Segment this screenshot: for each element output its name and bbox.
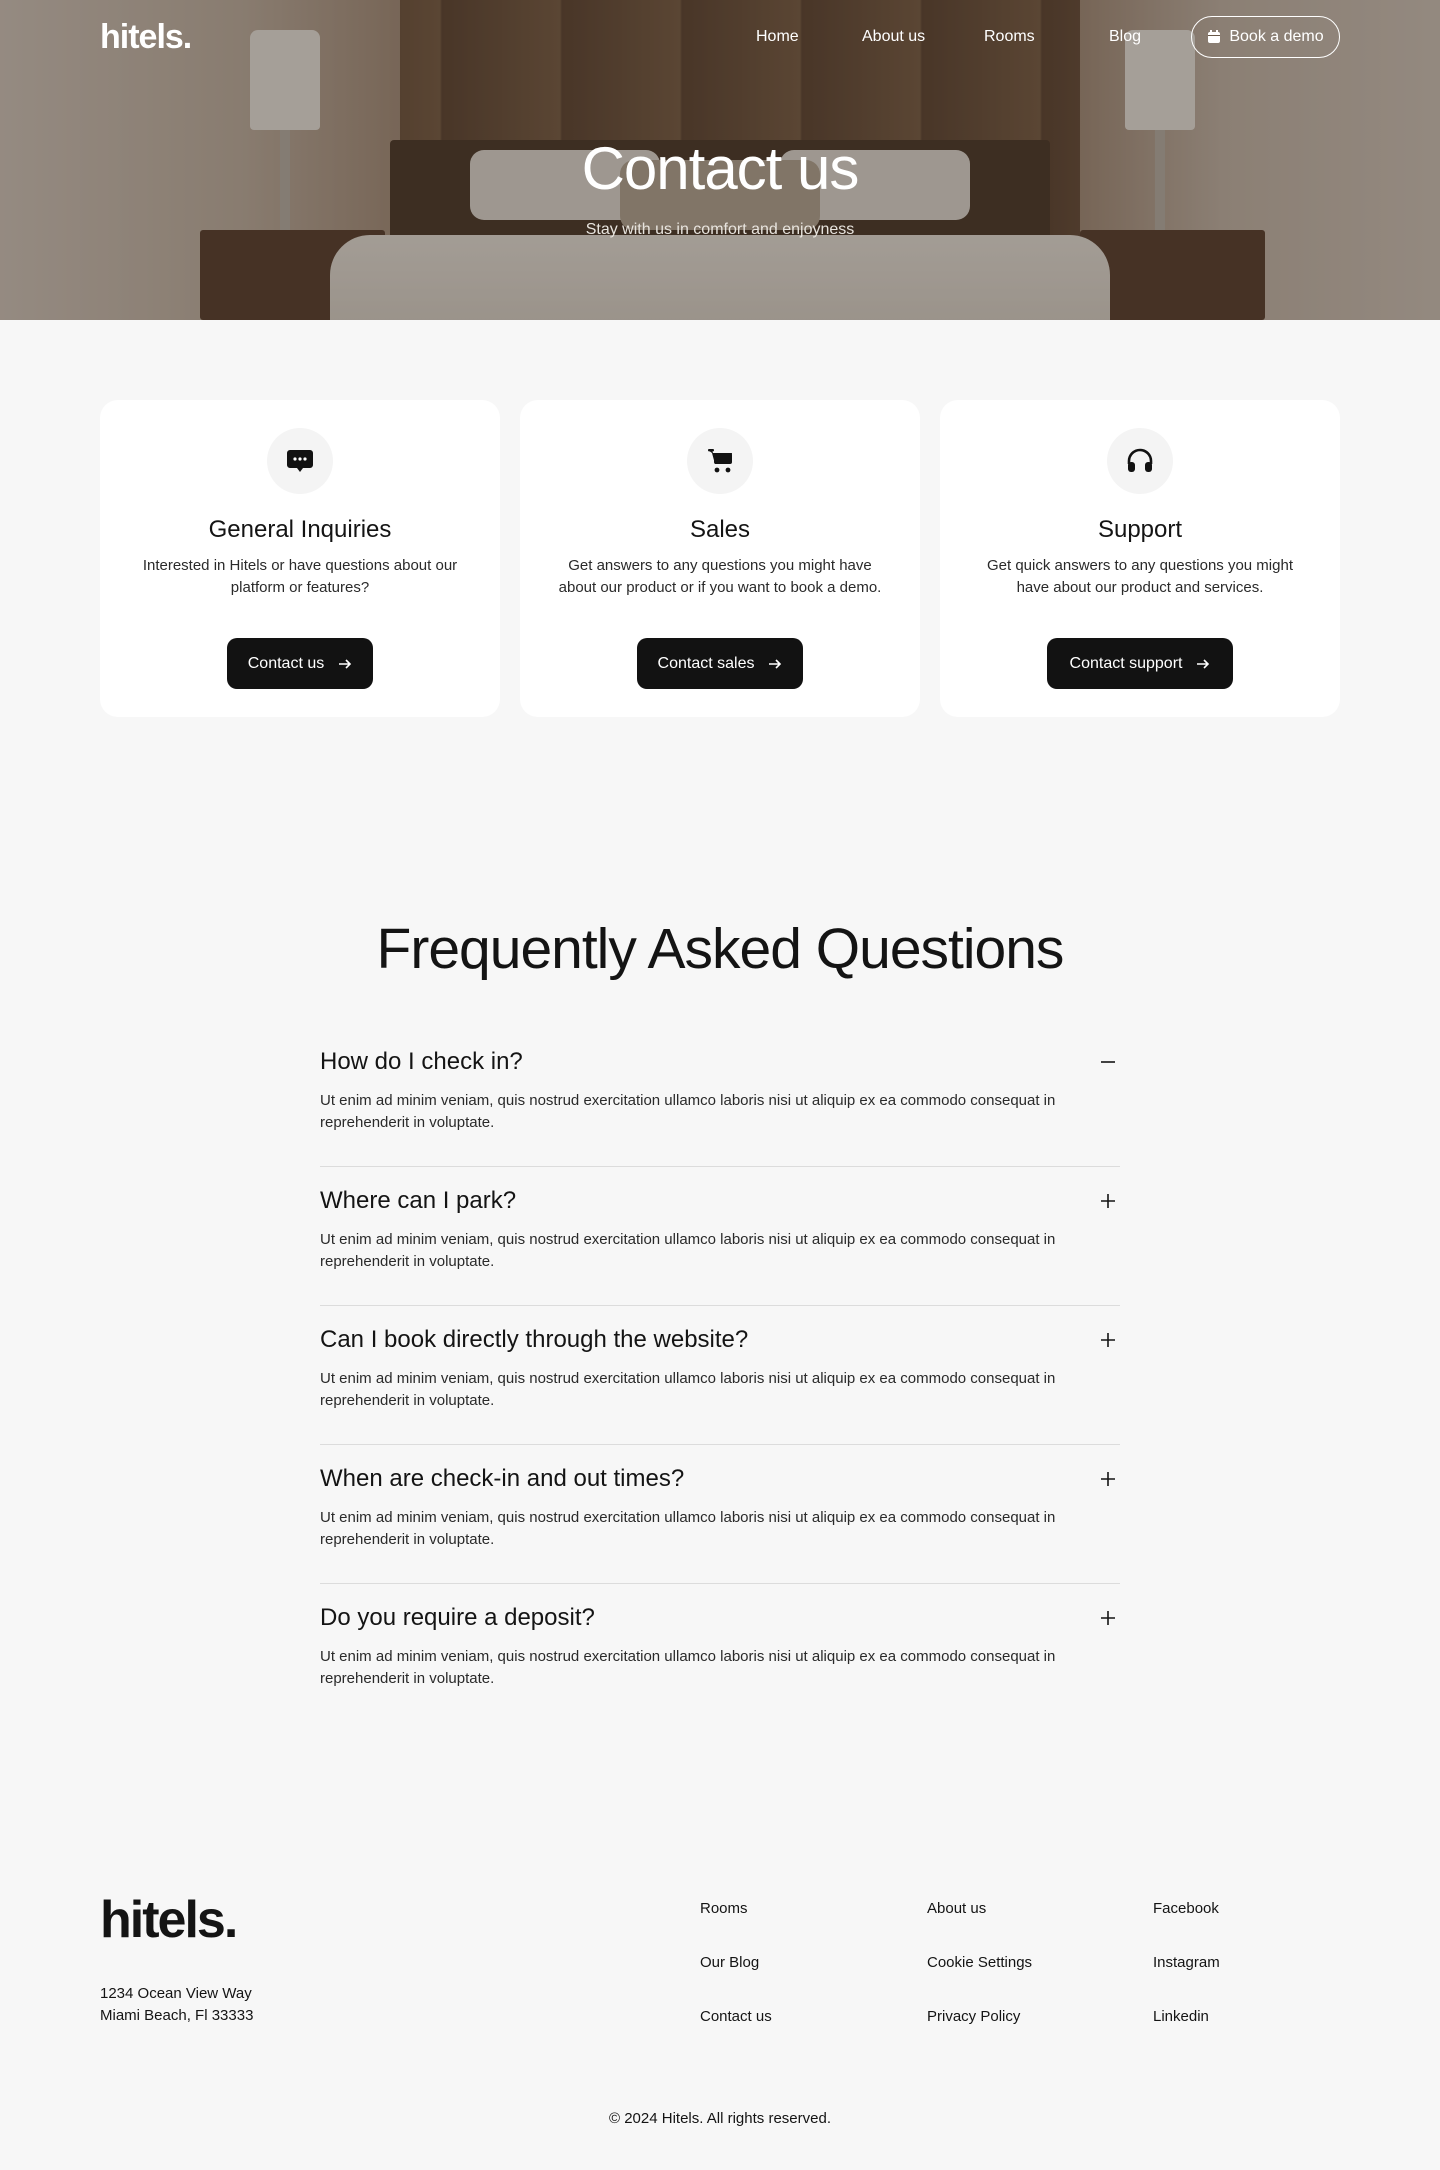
- plus-icon[interactable]: [1096, 1467, 1120, 1491]
- page-title: Contact us: [581, 135, 859, 202]
- card-support: [940, 400, 1340, 717]
- card-text: Interested in Hitels or have questions about our platform or features?: [142, 557, 458, 596]
- arrow-right-icon: [338, 657, 352, 671]
- address-line: Miami Beach, Fl 33333: [100, 2007, 254, 2024]
- plus-icon[interactable]: [1096, 1189, 1120, 1213]
- card-title: General Inquiries: [208, 516, 392, 543]
- faq-item[interactable]: [320, 1445, 1120, 1584]
- calendar-icon: [1207, 30, 1221, 44]
- faq-answer: Ut enim ad minim veniam, quis nostrud exercitation ullamco laboris nisi ut aliquip ex ea commodo consequat in reprehenderit in voluptate.: [320, 1648, 1056, 1687]
- footer-link-about[interactable]: About us: [927, 1900, 987, 1917]
- footer-logo[interactable]: hitels.: [100, 1891, 237, 1949]
- faq-answer: Ut enim ad minim veniam, quis nostrud exercitation ullamco laboris nisi ut aliquip ex ea commodo consequat in reprehenderit in voluptate.: [320, 1231, 1056, 1270]
- faq-answer: Ut enim ad minim veniam, quis nostrud exercitation ullamco laboris nisi ut aliquip ex ea commodo consequat in reprehenderit in voluptate.: [320, 1509, 1056, 1548]
- footer-link-privacy[interactable]: Privacy Policy: [927, 2008, 1021, 2025]
- hero-section: [0, 0, 1440, 320]
- footer-link-contact[interactable]: Contact us: [700, 2008, 772, 2025]
- hero-subtitle: Stay with us in comfort and enjoyness: [585, 221, 855, 238]
- contact-sales-button[interactable]: [637, 638, 803, 689]
- copyright: © 2024 Hitels. All rights reserved.: [609, 2110, 831, 2127]
- card-sales: [520, 400, 920, 717]
- footer-link-linkedin[interactable]: Linkedin: [1153, 2008, 1209, 2025]
- footer-link-cookies[interactable]: Cookie Settings: [927, 1954, 1033, 1971]
- contact-support-button[interactable]: [1047, 638, 1233, 689]
- faq-question[interactable]: Do you require a deposit?: [320, 1604, 595, 1631]
- faq-question[interactable]: When are check-in and out times?: [320, 1465, 685, 1492]
- faq-item[interactable]: [320, 1306, 1120, 1445]
- faq-item[interactable]: [320, 1584, 1120, 1723]
- footer-link-facebook[interactable]: Facebook: [1153, 1900, 1219, 1917]
- button-label: Contact support: [1069, 654, 1183, 672]
- faq-answer: Ut enim ad minim veniam, quis nostrud exercitation ullamco laboris nisi ut aliquip ex ea commodo consequat in reprehenderit in voluptate.: [320, 1370, 1056, 1409]
- footer-link-blog[interactable]: Our Blog: [700, 1954, 760, 1971]
- headphones-icon: [1107, 428, 1173, 494]
- faq-answer: Ut enim ad minim veniam, quis nostrud exercitation ullamco laboris nisi ut aliquip ex ea commodo consequat in reprehenderit in voluptate.: [320, 1092, 1056, 1131]
- card-title: Support: [1097, 516, 1183, 543]
- plus-icon[interactable]: [1096, 1606, 1120, 1630]
- book-demo-label: Book a demo: [1229, 28, 1324, 45]
- plus-icon[interactable]: [1096, 1328, 1120, 1352]
- faq-item[interactable]: [320, 1028, 1120, 1167]
- arrow-right-icon: [1196, 657, 1210, 671]
- nav-link-blog[interactable]: Blog: [1109, 28, 1142, 45]
- address-line: 1234 Ocean View Way: [100, 1985, 252, 2002]
- top-nav: [0, 0, 1440, 76]
- chat-icon: [267, 428, 333, 494]
- footer-link-rooms[interactable]: Rooms: [700, 1900, 748, 1917]
- nav-link-home[interactable]: Home: [756, 28, 799, 45]
- nav-link-about[interactable]: About us: [862, 28, 926, 45]
- book-demo-button[interactable]: [1191, 16, 1340, 58]
- footer-link-instagram[interactable]: Instagram: [1153, 1954, 1220, 1971]
- faq-title: Frequently Asked Questions: [376, 917, 1064, 981]
- card-general-inquiries: [100, 400, 500, 717]
- nav-link-rooms[interactable]: Rooms: [984, 28, 1035, 45]
- contact-us-button[interactable]: [227, 638, 373, 689]
- address: [100, 1983, 253, 2027]
- logo[interactable]: hitels.: [100, 18, 192, 56]
- faq-question[interactable]: How do I check in?: [320, 1048, 523, 1075]
- card-title: Sales: [689, 516, 751, 543]
- faq-question[interactable]: Can I book directly through the website?: [320, 1326, 749, 1353]
- faq-item[interactable]: [320, 1167, 1120, 1306]
- card-text: Get quick answers to any questions you might have about our product and services.: [987, 557, 1293, 596]
- button-label: Contact us: [247, 654, 325, 672]
- faq-question[interactable]: Where can I park?: [320, 1187, 517, 1214]
- arrow-right-icon: [768, 657, 782, 671]
- button-label: Contact sales: [657, 654, 755, 672]
- cart-icon: [687, 428, 753, 494]
- card-text: Get answers to any questions you might have about our product or if you want to book a demo.: [558, 557, 882, 596]
- minus-icon[interactable]: [1096, 1050, 1120, 1074]
